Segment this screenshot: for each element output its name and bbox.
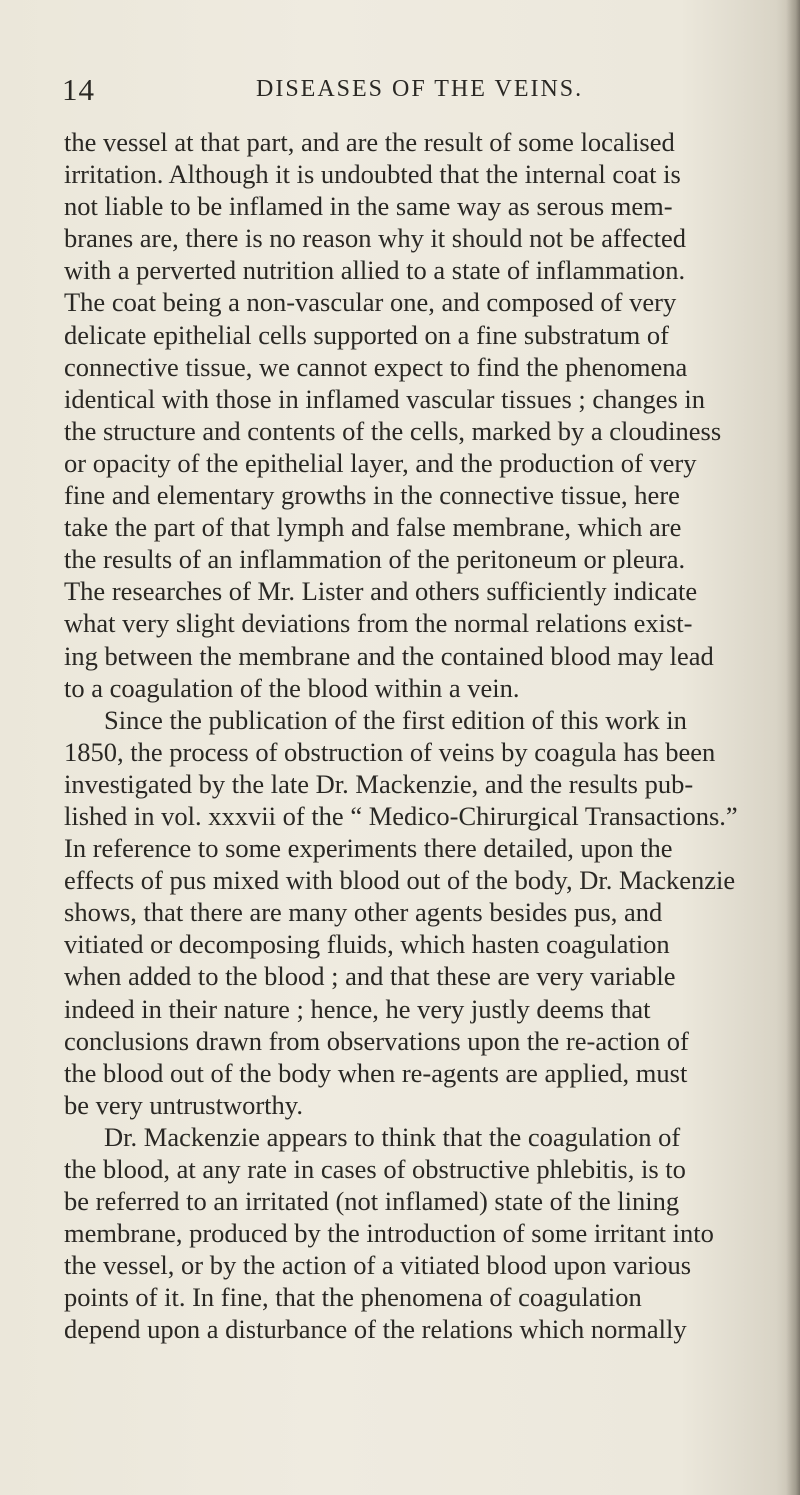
text-line: effects of pus mixed with blood out of the body, Dr. Mackenzie (64, 865, 736, 896)
text-line: the blood, at any rate in cases of obstructive phlebitis, is to (64, 1154, 686, 1184)
text-line: not liable to be inflamed in the same way as serous mem- (64, 191, 673, 222)
text-line: vitiated or decomposing fluids, which hasten coagulation (64, 929, 670, 960)
text-line: delicate epithelial cells supported on a fine substratum of (64, 319, 669, 350)
text-line: identical with those in inflamed vascular tissues ; changes in (64, 383, 705, 414)
text-line: ing between the membrane and the contained blood may lead (64, 640, 714, 671)
text-line: the vessel, or by the action of a vitiated blood upon various (64, 1250, 692, 1281)
text-line: membrane, produced by the introduction of some irritant into (64, 1218, 714, 1249)
running-title: DISEASES OF THE VEINS. (256, 76, 584, 102)
text-line: the results of an inflammation of the peritoneum or pleura. (64, 544, 686, 575)
paragraph-start-line: Dr. Mackenzie appears to think that the coagulation of (104, 1121, 681, 1152)
text-line: the structure and contents of the cells, marked by a cloudiness (64, 415, 722, 446)
page-number: 14 (62, 72, 95, 107)
text-line: take the part of that lymph and false membrane, which are (64, 512, 682, 543)
body-text (64, 126, 796, 1346)
text-line: The coat being a non-vascular one, and composed of very (64, 287, 677, 318)
text-line: to a coagulation of the blood within a vein. (64, 672, 520, 703)
text-line: the blood out of the body when re-agents are applied, must (64, 1057, 688, 1088)
text-line: In reference to some experiments there detailed, upon the (64, 833, 673, 864)
text-line: what very slight deviations from the normal relations exist- (64, 608, 693, 639)
text-line: connective tissue, we cannot expect to find the phenomena (64, 351, 688, 382)
text-line: or opacity of the epithelial layer, and the production of very (64, 447, 697, 478)
text-line: irritation. Although it is undoubted that the internal coat is (64, 159, 681, 190)
text-line: branes are, there is no reason why it should not be affected (64, 223, 687, 254)
running-head (62, 72, 762, 108)
text-line: lished in vol. xxxvii of the “ Medico-Chirurgical Transactions.” (64, 800, 738, 831)
text-line: investigated by the late Dr. Mackenzie, and the results pub- (64, 768, 694, 799)
text-line: 1850, the process of obstruction of veins by coagula has been (64, 736, 716, 767)
text-line: fine and elementary growths in the connective tissue, here (64, 480, 680, 511)
text-line: when added to the blood ; and that these are very variable (64, 961, 676, 992)
text-line: shows, that there are many other agents besides pus, and (64, 897, 663, 928)
text-line: the vessel at that part, and are the result of some localised (64, 127, 675, 157)
text-line: The researches of Mr. Lister and others sufficiently indicate (64, 576, 698, 607)
text-line: points of it. In fine, that the phenomena of coagulation (64, 1282, 642, 1313)
text-line: conclusions drawn from observations upon the re-action of (64, 1025, 689, 1056)
text-line: indeed in their nature ; hence, he very justly deems that (64, 993, 651, 1024)
text-line: with a perverted nutrition allied to a state of inflammation. (64, 255, 686, 286)
paragraph-start-line: Since the publication of the first edition of this work in (104, 704, 687, 735)
text-line: depend upon a disturbance of the relations which normally (64, 1314, 687, 1345)
text-line: be referred to an irritated (not inflamed) state of the lining (64, 1186, 680, 1217)
text-line: be very untrustworthy. (64, 1089, 303, 1120)
